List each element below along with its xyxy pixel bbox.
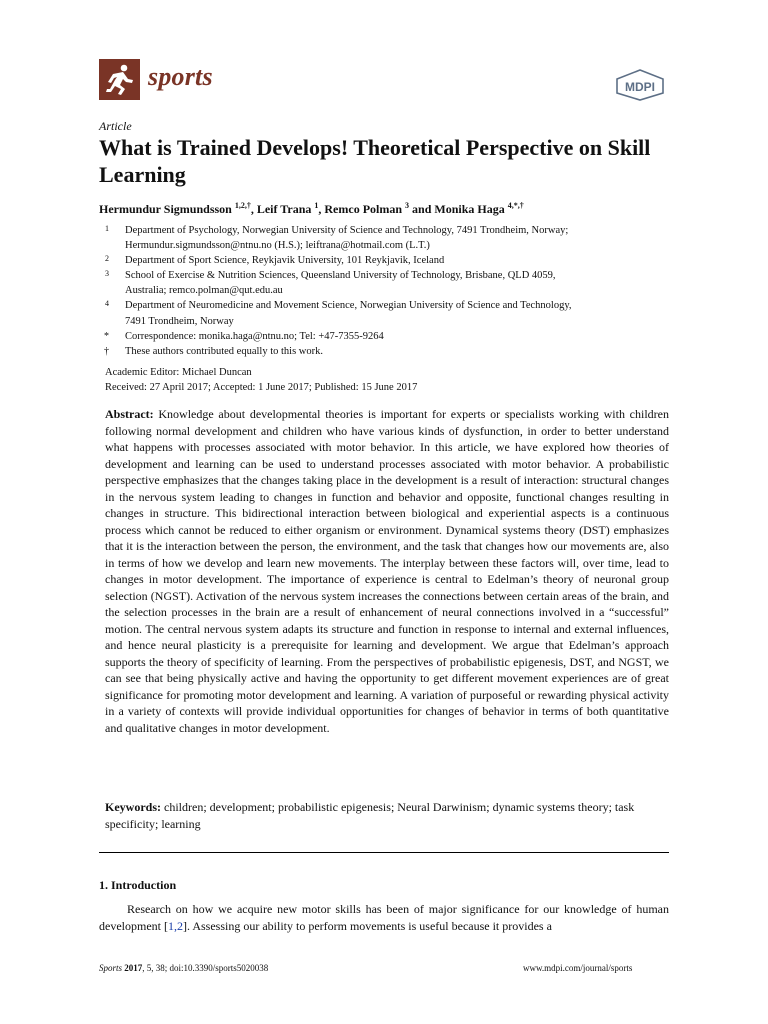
affiliation-line: Department of Psychology, Norwegian University of Science and Technology, 7491 Trondheim, Norway; [125, 225, 569, 236]
affiliation-line[interactable]: Hermundur.sigmundsson@ntnu.no (H.S.); leiftrana@hotmail.com (L.T.) [125, 240, 430, 252]
introduction-paragraph [99, 901, 669, 934]
footer-journal: Sports [99, 963, 123, 973]
keywords [105, 799, 669, 832]
academic-editor: Academic Editor: Michael Duncan [105, 367, 252, 378]
affiliation-line: 7491 Trondheim, Norway [125, 315, 234, 327]
footer-year: 2017 [124, 963, 143, 973]
footer-url[interactable]: www.mdpi.com/journal/sports [523, 963, 633, 973]
author-affiliation-mark: 1,2,† [234, 201, 251, 210]
abstract-label: Abstract: [105, 407, 154, 421]
affiliation-mark: 3 [105, 269, 109, 279]
abstract-text: Knowledge about developmental theories is important for experts or specialists working with children following normal development and children who have various kinds of dysfunction, in order to better understand what happens with processes associated with motor behavior. In this article, we have explored how theories of development and learning can be used to understand processes associated with motor behavior. A probabilistic perspective emphasizes that the changes taking place in the development is a result of interaction: structural changes in the nervous system leading to changes in function and behavior and opposite, functional changes resulting in changes in structure. This bidirectional interaction between biological and experiential aspects is a continuous process which cannot be reduced to either organism or environment. Dynamical systems theory (DST) emphasizes that it is the interaction between the person, the environment, and the task that changes how our movements are, also in terms of how we develop and learn new movements. The interplay between these factors will, over time, lead to changes in motor development. The importance of experience is central to Edelman’s theory of neuronal group selection (NGST). Activation of the nervous system increases the connections between certain areas of the brain, and the selection processes in the brain are a result of enhancement of neural connections involved in a “successful” motion. The central nervous system adapts its structure and function in response to internal and external influences, and hence neural plasticity is a prerequisite for learning and development. We argue that Edelman’s approach supports the theory of specificity of learning. From the perspectives of probabilistic epigenesis, DST, and NGST, we can see that being physically active and having the opportunity to get different movement experiences are of great significance for promoting motor development and learning. A variation of purposeful or rewarding physical activity in a variety of contexts will provide individual opportunities for changes of behavior in terms of both quantitative and qualitative changes in motor development. [105, 407, 669, 735]
affiliation-mark: 2 [105, 254, 109, 264]
affiliation-item [99, 223, 674, 253]
paper-title: What is Trained Develops! Theoretical Perspective on Skill Learning [99, 135, 651, 187]
section-heading: 1. Introduction [99, 878, 177, 892]
author-name: Leif Trana [256, 202, 312, 216]
intro-text: Research on how we acquire new motor skills has been of major significance for our knowledge of human development [ [99, 902, 669, 933]
article-meta [105, 365, 417, 395]
affiliation-line: School of Exercise & Nutrition Sciences, Queensland University of Technology, Brisbane, QLD 4059, [125, 270, 556, 282]
affiliation-mark: 4 [105, 299, 109, 309]
author-name: Remco Polman [324, 202, 403, 216]
author-affiliation-mark: 3 [405, 201, 410, 210]
affiliation-item [99, 268, 674, 298]
affiliation-line: Department of Neuromedicine and Movement Science, Norwegian University of Science and Technology, [125, 300, 572, 312]
correspondence-mark: * [104, 330, 109, 342]
section-divider [99, 852, 669, 853]
correspondence-item [99, 329, 674, 344]
author-affiliation-mark: 1 [314, 201, 319, 210]
equal-contribution-item [99, 344, 674, 359]
journal-logo [99, 59, 140, 100]
author-name: Hermundur Sigmundsson [99, 202, 232, 216]
affiliation-line[interactable]: Australia; remco.polman@qut.edu.au [125, 285, 283, 297]
affiliation-line: Department of Sport Science, Reykjavik University, 101 Reykjavik, Iceland [125, 255, 445, 267]
footer-citation [99, 963, 268, 973]
affiliations [99, 223, 674, 359]
author-affiliation-mark: 4,*,† [507, 201, 524, 210]
journal-name: sports [148, 62, 213, 91]
keywords-text: children; development; probabilistic epigenesis; Neural Darwinism; dynamic systems theory; task specificity; learning [105, 800, 635, 831]
article-type: Article [99, 119, 132, 133]
dagger-mark: † [104, 345, 109, 357]
publisher-logo [612, 67, 668, 101]
publisher-logo-text: MDPI [625, 80, 655, 94]
correspondence-line[interactable]: Correspondence: monika.haga@ntnu.no; Tel: +47-7355-9264 [125, 330, 384, 342]
affiliation-item [99, 298, 674, 328]
citation-link[interactable]: 1,2 [167, 918, 183, 933]
abstract [105, 406, 669, 736]
keywords-label: Keywords: [105, 800, 161, 814]
affiliation-item [99, 253, 674, 268]
publication-dates: Received: 27 April 2017; Accepted: 1 June 2017; Published: 15 June 2017 [105, 382, 418, 394]
author-name: Monika Haga [434, 202, 505, 216]
footer-doi: , 5, 38; doi:10.3390/sports5020038 [142, 963, 269, 973]
intro-text: ]. Assessing our ability to perform movements is useful because it provides a [182, 918, 552, 933]
runner-icon [99, 59, 140, 100]
affiliation-mark: 1 [105, 224, 109, 233]
equal-contribution-line: These authors contributed equally to this work. [125, 345, 323, 357]
author-list: Hermundur Sigmundsson $^{1,2,\dagger}$, Leif Trana $^1$, Remco Polman $^3$ and Monika Haga $^{4,*,\dagger}$ [99, 201, 524, 216]
